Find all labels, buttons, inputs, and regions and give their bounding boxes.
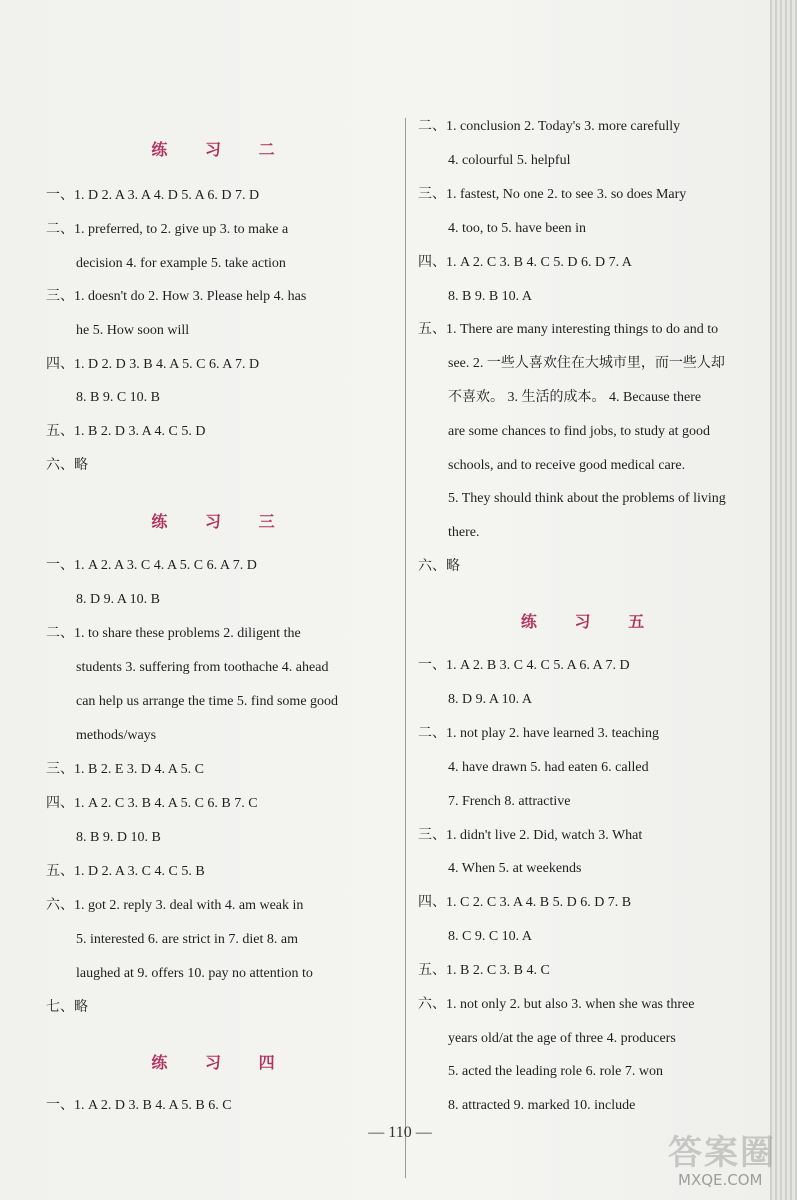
page-number: — 110 — <box>368 1124 432 1141</box>
answer-line: 四、1. D 2. D 3. B 4. A 5. C 6. A 7. D <box>46 357 260 372</box>
answer-line: 5. They should think about the problems of living <box>448 491 726 506</box>
answer-line: 七、略 <box>46 1000 88 1015</box>
answer-line: students 3. suffering from toothache 4. ahead <box>76 660 329 675</box>
answer-line: 五、1. D 2. A 3. C 4. C 5. B <box>46 864 205 879</box>
answer-line: 二、1. conclusion 2. Today's 3. more carefully <box>418 119 681 134</box>
column-divider <box>405 118 406 1178</box>
answer-line: 三、1. didn't live 2. Did, watch 3. What <box>418 828 643 843</box>
answer-line: 8. B 9. B 10. A <box>448 289 533 304</box>
answer-line: 三、1. fastest, No one 2. to see 3. so does Mary <box>418 187 687 202</box>
watermark-text: 答案圈 <box>668 1133 776 1173</box>
answer-line: 一、1. A 2. A 3. C 4. A 5. C 6. A 7. D <box>46 558 257 573</box>
answer-line: can help us arrange the time 5. find some good <box>76 694 339 709</box>
answer-line: 4. too, to 5. have been in <box>448 221 587 236</box>
answer-line: 一、1. A 2. D 3. B 4. A 5. B 6. C <box>46 1098 232 1113</box>
answer-line: 4. have drawn 5. had eaten 6. called <box>448 760 649 775</box>
answer-line: 五、1. B 2. D 3. A 4. C 5. D <box>46 424 206 439</box>
answer-line: 六、1. got 2. reply 3. deal with 4. am weak in <box>46 898 304 913</box>
answer-line: 不喜欢。 3. 生活的成本。 4. Because there <box>448 390 702 405</box>
answer-line: 一、1. D 2. A 3. A 4. D 5. A 6. D 7. D <box>46 188 260 203</box>
answer-line: 8. D 9. A 10. A <box>448 692 533 707</box>
answer-line: years old/at the age of three 4. producers <box>448 1031 676 1046</box>
answer-line: 4. colourful 5. helpful <box>448 153 571 168</box>
answer-line: 4. When 5. at weekends <box>448 861 582 876</box>
answer-line: laughed at 9. offers 10. pay no attention to <box>76 966 313 981</box>
answer-line: 8. attracted 9. marked 10. include <box>448 1098 636 1113</box>
watermark-url: MXQE.COM <box>678 1171 763 1189</box>
answer-line: 二、1. preferred, to 2. give up 3. to make a <box>46 222 289 237</box>
answer-line: 六、略 <box>418 559 460 574</box>
answer-line: see. 2. 一些人喜欢住在大城市里，而一些人却 <box>448 356 725 371</box>
answer-line: 六、略 <box>46 458 88 473</box>
answer-line: 五、1. B 2. C 3. B 4. C <box>418 963 550 978</box>
answer-line: he 5. How soon will <box>76 323 190 338</box>
answer-line: 一、1. A 2. B 3. C 4. C 5. A 6. A 7. D <box>418 658 630 673</box>
answer-line: 四、1. C 2. C 3. A 4. B 5. D 6. D 7. B <box>418 895 632 910</box>
answer-line: 五、1. There are many interesting things to do and to <box>418 322 719 337</box>
answer-line: 5. interested 6. are strict in 7. diet 8. am <box>76 932 298 947</box>
answer-line: schools, and to receive good medical care. <box>448 458 686 473</box>
watermark-logo <box>660 1125 790 1195</box>
section-title-exercise-4: 练 习 四 <box>151 1053 291 1072</box>
answer-line: 8. C 9. C 10. A <box>448 929 533 944</box>
section-title-exercise-2: 练 习 二 <box>151 140 291 159</box>
section-title-exercise-3: 练 习 三 <box>151 512 291 531</box>
page-edge <box>770 0 797 1200</box>
answer-line: 四、1. A 2. C 3. B 4. C 5. D 6. D 7. A <box>418 255 632 270</box>
answer-line: methods/ways <box>76 728 157 743</box>
answer-line: 5. acted the leading role 6. role 7. won <box>448 1064 663 1079</box>
answer-line: 7. French 8. attractive <box>448 794 571 809</box>
answer-line: 二、1. to share these problems 2. diligent the <box>46 626 301 641</box>
answer-line: there. <box>448 525 480 540</box>
answer-line: 8. D 9. A 10. B <box>76 592 161 607</box>
answer-line: 8. B 9. D 10. B <box>76 830 161 845</box>
answer-line: 三、1. doesn't do 2. How 3. Please help 4. has <box>46 289 307 304</box>
section-title-exercise-5: 练 习 五 <box>520 612 661 631</box>
answer-line: decision 4. for example 5. take action <box>76 256 286 271</box>
answer-line: 二、1. not play 2. have learned 3. teaching <box>418 726 660 741</box>
answer-line: 8. B 9. C 10. B <box>76 390 161 405</box>
answer-line: are some chances to find jobs, to study at good <box>448 424 711 439</box>
answer-line: 六、1. not only 2. but also 3. when she was three <box>418 997 695 1012</box>
answer-line: 四、1. A 2. C 3. B 4. A 5. C 6. B 7. C <box>46 796 258 811</box>
answer-line: 三、1. B 2. E 3. D 4. A 5. C <box>46 762 204 777</box>
